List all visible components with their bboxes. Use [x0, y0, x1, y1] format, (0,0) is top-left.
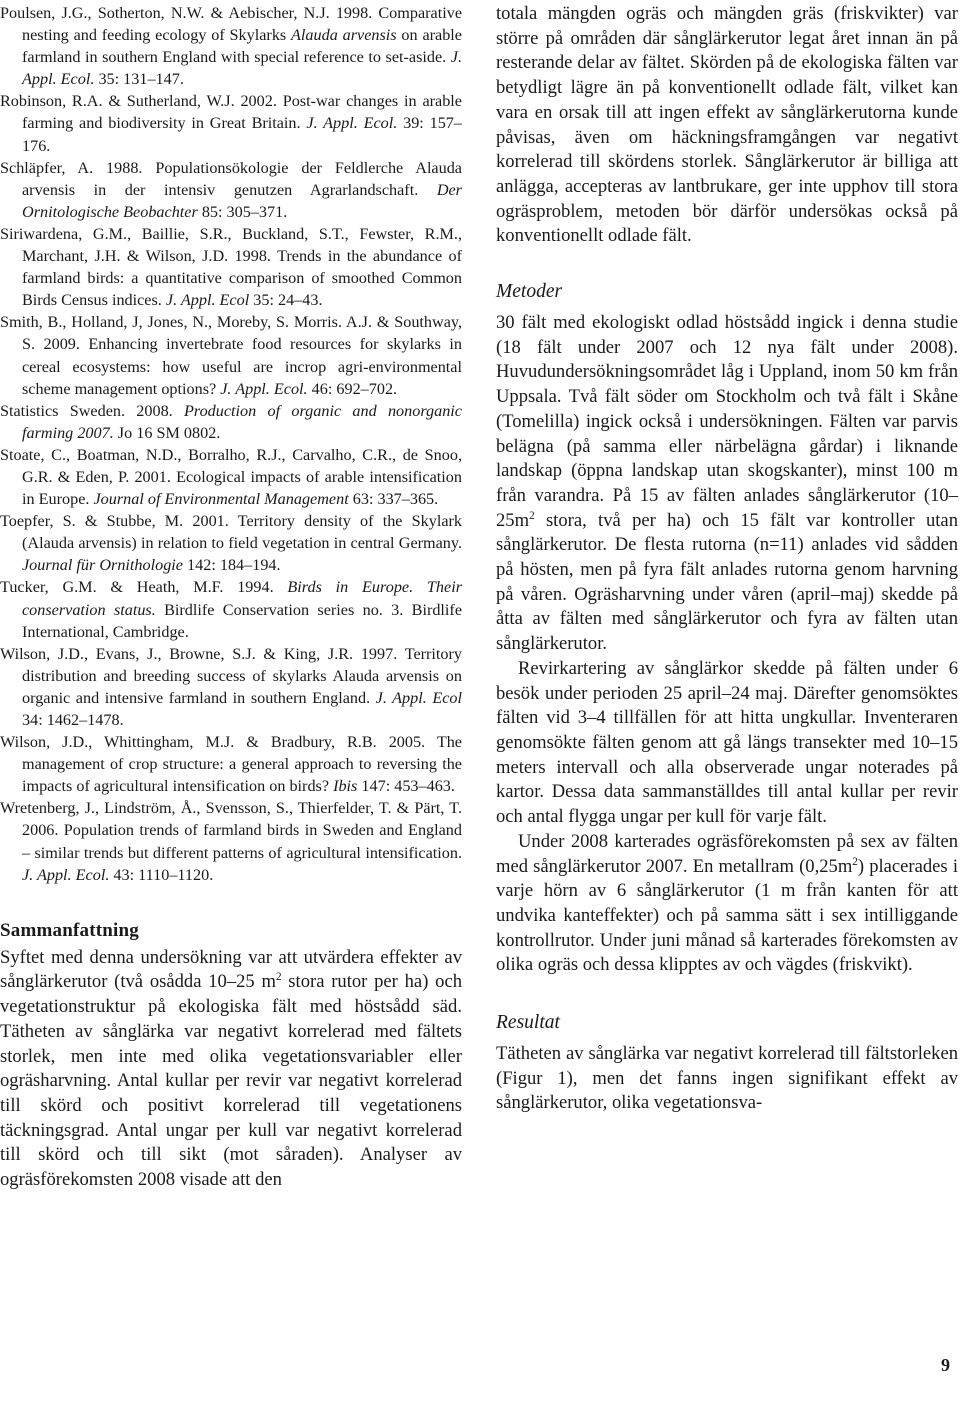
- reference-text: Stoate, C., Boatman, N.D., Borralho, R.J., Carvalho, C.R., de Snoo, G.R. & Eden, P. 2001. Ecological impacts of arable intensification in Europe.: [0, 445, 462, 509]
- reference-italic-text: J. Appl. Ecol: [165, 291, 250, 310]
- reference-entry: [0, 510, 462, 576]
- reference-text: 35: 131–147.: [94, 70, 184, 89]
- reference-text: Statistics Sweden. 2008.: [0, 401, 184, 420]
- reference-text: 85: 305–371.: [197, 202, 288, 221]
- metoder-p1-a: 30 fält med ekologiskt odlad höstsådd ingick i denna studie (18 fält under 2007 och 12 nya fält under 2008). Huvudundersökningsområdet låg i Uppland, inom 50 km från Uppsala. Två fält söder om Stockholm och två fält i Skåne (Tomelilla) ingick också i undersökningen. Fälten var parvis belägna (på samma eller närbelägna gårdar) i liknande landskap (öppna landskap utan skogskanter), minst 100 m från varandra. På 15 av fälten anlades sånglärkerutor (10–25m: [496, 312, 958, 531]
- reference-italic-text: J. Appl. Ecol.: [22, 865, 110, 884]
- metoder-body: [496, 311, 958, 978]
- metoder-heading: Metoder: [496, 281, 563, 303]
- reference-italic-text: Alauda arvensis: [291, 26, 397, 45]
- reference-italic-text: J. Appl. Ecol.: [306, 114, 398, 133]
- sammanfattning-heading: Sammanfattning: [0, 919, 139, 941]
- metoder-p1-b: stora, två per ha) och 15 fält var kontroller utan sånglärkerutor. De flesta rutorna (n=11) anlades vid sådden på hösten, men på fyra fält anlades rutorna genom harvning på våren. Ogräsharvning under våren (april–maj) skedde på åtta av fälten med sånglärkerutor och fyra av fälten utan sånglärkerutor.: [496, 509, 958, 655]
- left-column: [0, 2, 462, 1193]
- reference-italic-text: Journal für Ornithologie: [22, 556, 183, 575]
- reference-text: 46: 692–702.: [307, 379, 398, 398]
- metoder-p2: Revirkartering av sånglärkor skedde på fälten under 6 besök under perioden 25 april–24 maj. Därefter genomsöktes fälten vid 3–4 tillfällen för att hitta ungkullar. Inventeraren genomsökte fälten genom att gå längs transekter med 10–15 meters intervall och alla observerade ungar noterades på kartor. Dessa data sammanställdes till antal kullar per revir och antal flygga ungar per kull för varje fält.: [496, 657, 958, 828]
- reference-entry: [0, 643, 462, 731]
- reference-italic-text: Birds in Europe. Their conservation status.: [22, 578, 463, 619]
- reference-entry: [0, 400, 462, 444]
- reference-text: 39: 157–176.: [22, 114, 462, 155]
- reference-text: Toepfer, S. & Stubbe, M. 2001. Territory density of the Skylark (Alauda arvensis) in relation to field vegetation in central Germany.: [0, 512, 462, 553]
- reference-text: on arable farmland in southern England with special reference to set-aside.: [22, 26, 462, 67]
- reference-entry: [0, 576, 462, 642]
- reference-text: Schläpfer, A. 1988. Populationsökologie der Feldlerche Alauda arvensis in der intensiv genutzen Agrarlandschaft.: [0, 158, 462, 199]
- reference-text: Wilson, J.D., Evans, J., Browne, S.J. & King, J.R. 1997. Territory distribution and breeding success of skylarks Alauda arvensis on organic and intensive farmland in southern England.: [0, 644, 462, 707]
- reference-text: Siriwardena, G.M., Baillie, S.R., Buckland, S.T., Fewster, R.M., Marchant, J.H. & Wilson, J.D. 1998. Trends in the abundance of farmland birds: a quantitative comparison of smoothed Common Birds Census indices.: [0, 224, 462, 310]
- superscript: 2: [852, 855, 858, 868]
- reference-text: Birdlife Conservation series no. 3. Birdlife International, Cambridge.: [22, 600, 462, 641]
- reference-text: 142: 184–194.: [182, 556, 281, 575]
- reference-list: [0, 2, 462, 886]
- reference-text: Jo 16 SM 0802.: [113, 423, 221, 442]
- reference-text: Poulsen, J.G., Sotherton, N.W. & Aebischer, N.J. 1998. Comparative nesting and feeding ecology of Skylarks: [0, 4, 462, 45]
- resultat-text: Tätheten av sånglärka var negativt korrelerad till fältstorleken (Figur 1), men det fanns ingen signifikant effekt av sånglärkerutor, olika vegetationsva-: [496, 1043, 958, 1114]
- reference-entry: [0, 223, 462, 311]
- resultat-body: [496, 1042, 958, 1116]
- reference-text: Smith, B., Holland, J, Jones, N., Moreby, S. Morris. A.J. & Southway, S. 2009. Enhancing invertebrate food resources for skylarks in cereal ecosystems: how useful are incrop agri-environmental scheme management options?: [0, 313, 462, 398]
- superscript: 2: [275, 971, 282, 984]
- reference-entry: [0, 90, 462, 156]
- metoder-p3-b: ) placerades i varje hörn av 6 sånglärkerutor (1 m från kanten för att undvika kanteffekter) och på samma sätt i sex intilliggande kontrollrutor. Under juni månad så karterades förekomsten av olika ogräs och dessa klipptes av och vägdes (friskvikt).: [496, 855, 958, 976]
- reference-text: Wilson, J.D., Whittingham, M.J. & Bradbury, R.B. 2005. The management of crop structure: a general approach to reversing the impacts of agricultural intensification on birds?: [0, 733, 462, 796]
- reference-entry: [0, 157, 462, 223]
- reference-text: Tucker, G.M. & Heath, M.F. 1994.: [0, 578, 288, 597]
- reference-text: 35: 24–43.: [249, 291, 323, 310]
- reference-entry: [0, 2, 462, 90]
- intro-text: totala mängden ogräs och mängden gräs (friskvikter) var större på områden där sånglärkerutor legat året innan än på resterande delar av fältet. Skörden på de ekologiska fälten var betydligt lägre än på konventionellt odlade fält, vilket kan vara en orsak till att ingen effekt av sånglärkerutorna kunde påvisas, även om häckningsframgången var negativt korrelerad till skördens storlek. Sånglärkerutor är billiga att anlägga, accepteras av lantbrukare, ger inte upphov till stora ogräsproblem, metoden bör därför undersökas också på konventionellt odlade fält.: [496, 3, 958, 247]
- reference-italic-text: J. Appl. Ecol: [375, 688, 462, 707]
- reference-italic-text: J. Appl. Ecol.: [22, 48, 462, 89]
- reference-entry: [0, 731, 462, 797]
- reference-italic-text: J. Appl. Ecol.: [220, 379, 308, 398]
- reference-italic-text: Ibis: [333, 777, 358, 796]
- reference-text: 43: 1110–1120.: [109, 865, 214, 884]
- superscript: 2: [529, 509, 535, 522]
- sammanfattning-body: [0, 946, 462, 1193]
- reference-entry: [0, 311, 462, 399]
- reference-text: 147: 453–463.: [357, 777, 455, 796]
- reference-text: Wretenberg, J., Lindström, Å., Svensson, S., Thierfelder, T. & Pärt, T. 2006. Population trends of farmland birds in Sweden and England – similar trends but different patterns of agricultural intensification.: [0, 799, 462, 862]
- metoder-p3-a: Under 2008 karterades ogräsförekomsten på sex av fälten med sånglärkerutor 2007. En metallram (0,25m: [496, 830, 958, 877]
- sammanfattning-text-b: stora rutor per ha) och vegetationstruktur på ekologiska fält med höstsådd säd. Tätheten av sånglärka var negativt korrelerad med fältets storlek, men inte med olika vegetationsvariabler eller ogräsharvning. Antal kullar per revir var negativt korrelerad till skörd och positivt korrelerad till vegetationens täckningsgrad. Antal ungar per kull var negativt korrelerad till skörd och till sikt (mot såraden). Analyser av ogräsförekomsten 2008 visade att den: [0, 971, 462, 1191]
- reference-italic-text: Production of organic and nonorganic farming 2007.: [22, 401, 462, 442]
- reference-italic-text: Journal of Environmental Management: [93, 490, 349, 509]
- reference-entry: [0, 444, 462, 510]
- reference-text: 63: 337–365.: [348, 490, 439, 509]
- reference-entry: [0, 797, 462, 885]
- reference-text: Robinson, R.A. & Sutherland, W.J. 2002. Post-war changes in arable farming and biodiversity in Great Britain.: [0, 92, 462, 133]
- intro-paragraph: [496, 2, 958, 249]
- reference-text: 34: 1462–1478.: [22, 711, 124, 729]
- resultat-heading: Resultat: [496, 1012, 560, 1034]
- reference-italic-text: Der Ornitologische Beobachter: [22, 180, 462, 221]
- sammanfattning-text-a: Syftet med denna undersökning var att utvärdera effekter av sånglärkerutor (två osådda 10–25 m: [0, 946, 462, 993]
- page-number: 9: [941, 1355, 950, 1375]
- right-column: [496, 2, 958, 1116]
